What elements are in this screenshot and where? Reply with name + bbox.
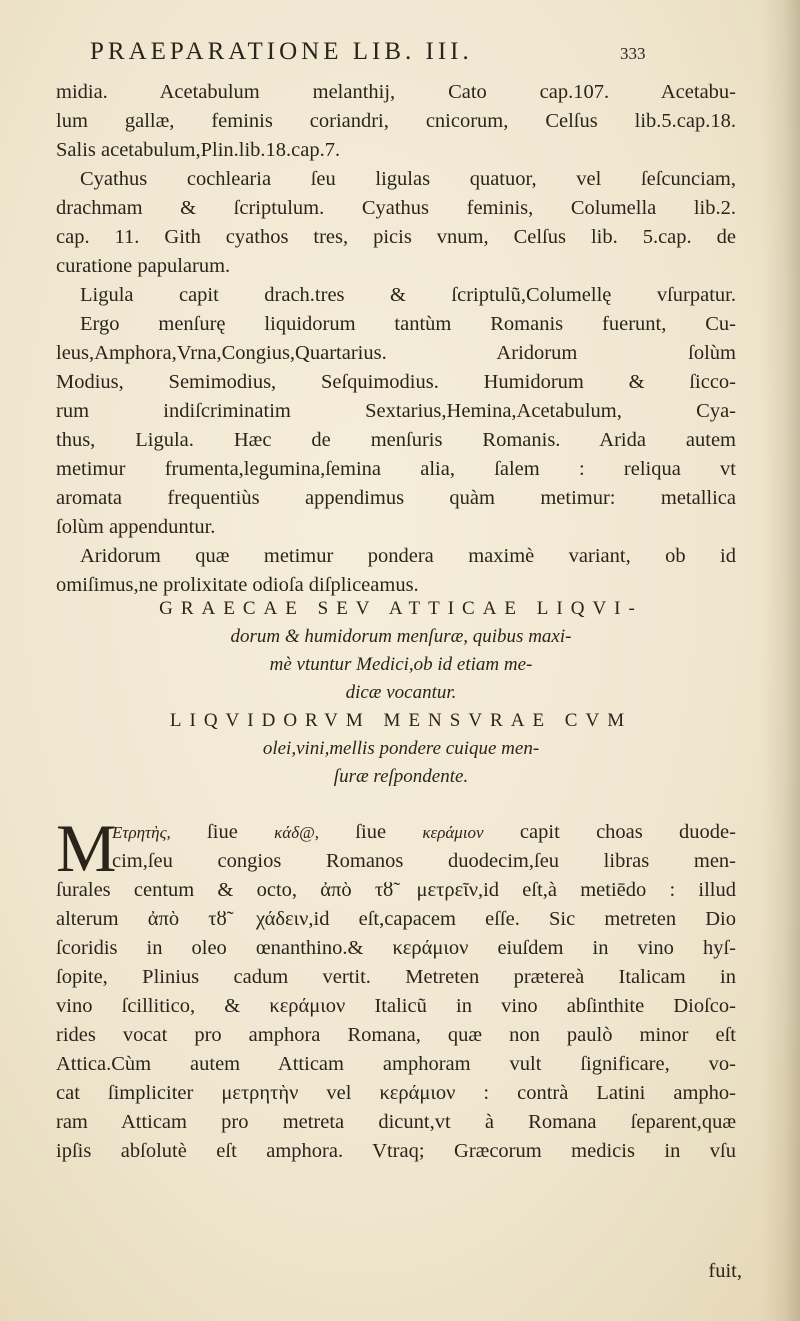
text-line: metimur frumenta,legumina,ſemina alia, ſalem : reliqua vt <box>56 458 736 480</box>
text-line: ſcoridis in oleo œnanthino.& κεράμιον eiuſdem in vino hyſ- <box>56 937 736 959</box>
text-line: alterum ἀπὸ τȣ̃ χάδειν,id eſt,capacem eſſe. Sic metreten Dio <box>56 908 736 930</box>
text-line: ſolùm appenduntur. <box>56 516 216 538</box>
heading-italic-line: mè vtuntur Medici,ob id etiam me- <box>269 654 533 675</box>
catchword: fuit, <box>708 1260 742 1282</box>
text-line: Attica.Cùm autem Atticam amphoram vult ſignificare, vo- <box>56 1053 736 1075</box>
section-heading <box>56 598 746 794</box>
text-line: Salis acetabulum,Plin.lib.18.cap.7. <box>56 139 341 161</box>
text-fragment: ſiue <box>170 821 275 843</box>
text-line-first <box>56 818 736 847</box>
text-line: Ligula capit drach.tres & ſcriptulũ,Columellę vſurpatur. <box>80 284 736 306</box>
heading-italic-line: dorum & humidorum menſuræ, quibus maxi- <box>230 626 572 647</box>
text-fragment: ſiue <box>318 821 423 843</box>
running-header <box>90 38 760 72</box>
text-line: midia. Acetabulum melanthij, Cato cap.107. Acetabu- <box>56 81 736 103</box>
greek-word: κεράμιον <box>422 823 484 842</box>
running-title: PRAEPARATIONE LIB. III. <box>90 38 473 65</box>
page-number: 333 <box>620 44 646 63</box>
text-line: drachmam & ſcriptulum. Cyathus feminis, Columella lib.2. <box>56 197 736 219</box>
heading-italic-line: dicæ vocantur. <box>345 682 457 703</box>
greek-word: κάδ@, <box>274 823 319 842</box>
text-block-bottom <box>56 810 736 1166</box>
text-line: lum gallæ, feminis coriandri, cnicorum, Celſus lib.5.cap.18. <box>56 110 736 132</box>
text-line: leus,Amphora,Vrna,Congius,Quartarius. Aridorum ſolùm <box>56 342 736 364</box>
text-line: curatione papularum. <box>56 255 231 277</box>
heading-italic-line: ſuræ reſpondente. <box>333 766 469 787</box>
page-edge-shadow <box>762 0 800 1321</box>
text-line: cap. 11. Gith cyathos tres, picis vnum, Celſus lib. 5.cap. de <box>56 226 736 248</box>
text-line: Aridorum quæ metimur pondera maximè variant, ob id <box>80 545 736 567</box>
heading-italic-line: olei,vini,mellis pondere cuique men- <box>262 738 540 759</box>
text-line: omiſimus,ne prolixitate odioſa diſpliceamus. <box>56 574 419 596</box>
text-line: rum indiſcriminatim Sextarius,Hemina,Acetabulum, Cya- <box>56 400 736 422</box>
text-line: Cyathus cochlearia ſeu ligulas quatuor, vel ſeſcunciam, <box>80 168 736 190</box>
text-line: rides vocat pro amphora Romana, quæ non paulò minor eſt <box>56 1024 736 1046</box>
text-line: aromata frequentiùs appendimus quàm metimur: metallica <box>56 487 736 509</box>
text-line: ſurales centum & octo, ἀπὸ τȣ̃ μετρεῖν,id eſt,à metiēdo : illud <box>56 879 736 901</box>
heading-caps-line: LIQVIDORVM MENSVRAE CVM <box>169 710 633 731</box>
text-line: cim,ſeu congios Romanos duodecim,ſeu libras men- <box>112 850 736 872</box>
text-line: Modius, Semimodius, Seſquimodius. Humidorum & ſicco- <box>56 371 736 393</box>
text-line: thus, Ligula. Hæc de menſuris Romanis. Arida autem <box>56 429 736 451</box>
drop-capital: M <box>56 810 117 886</box>
text-line: ſopite, Plinius cadum vertit. Metreten prætereà Italicam in <box>56 966 736 988</box>
text-fragment: capit choas duode- <box>483 821 736 843</box>
text-line: ipſis abſolutè eſt amphora. Vtraq; Græcorum medicis in vſu <box>56 1140 736 1162</box>
text-line: ram Atticam pro metreta dicunt,vt à Romana ſeparent,quæ <box>56 1111 736 1133</box>
heading-caps-line: GRAECAE SEV ATTICAE LIQVI- <box>159 598 643 619</box>
text-block-top <box>56 78 736 600</box>
text-line: cat ſimpliciter μετρητὴν vel κεράμιον : contrà Latini ampho- <box>56 1082 736 1104</box>
greek-word: Eτρητὴς, <box>112 823 171 842</box>
text-line: Ergo menſurę liquidorum tantùm Romanis fuerunt, Cu- <box>80 313 736 335</box>
text-line: vino ſcillitico, & κεράμιον Italicũ in vino abſinthite Dioſco- <box>56 995 736 1017</box>
